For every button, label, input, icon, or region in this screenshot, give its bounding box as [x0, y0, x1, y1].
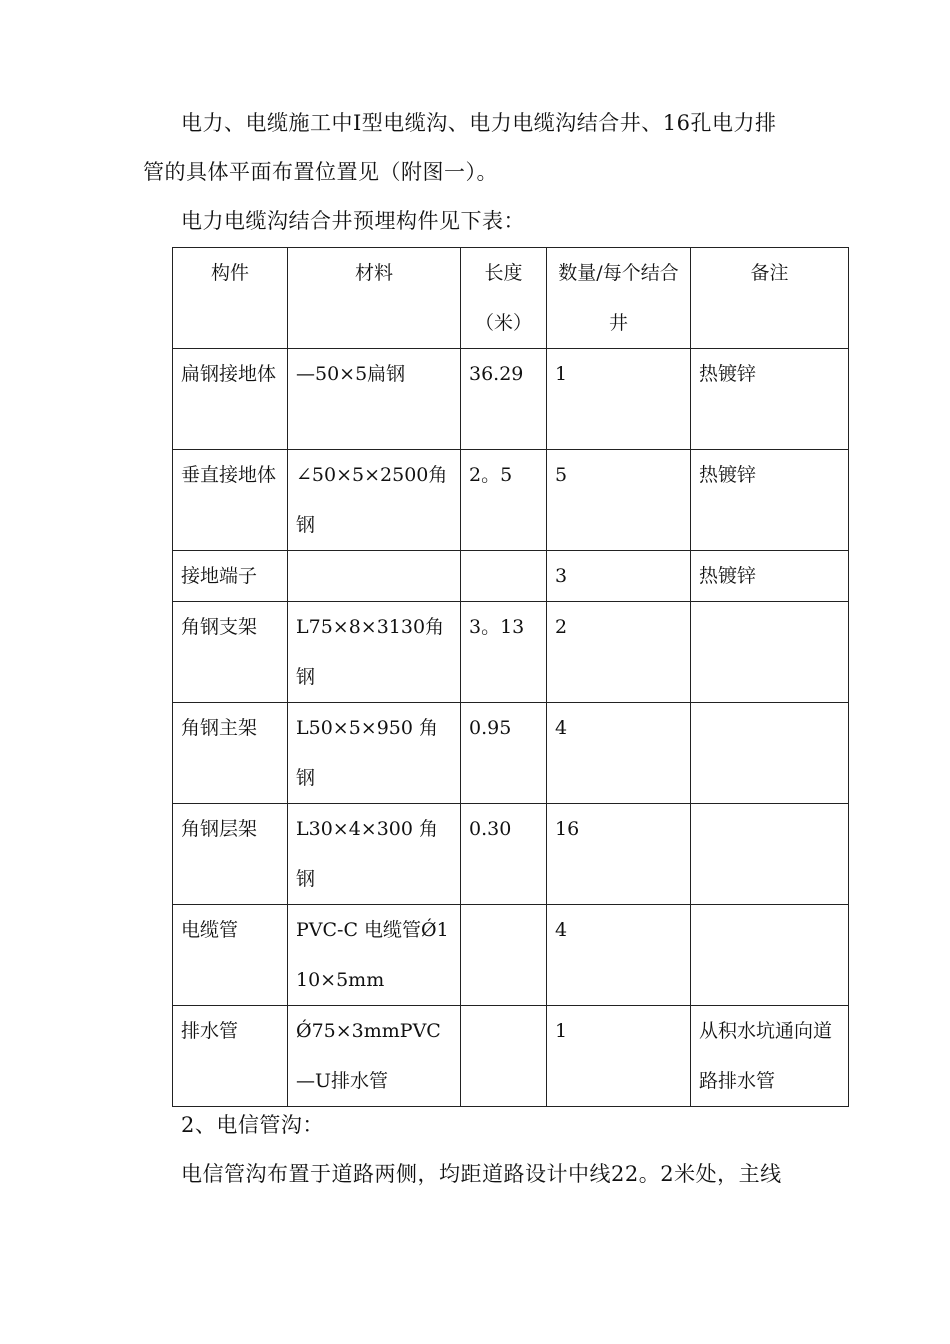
cell-component: 排水管	[173, 1006, 288, 1107]
header-remark: 备注	[691, 248, 849, 349]
cell-quantity: 5	[547, 450, 691, 551]
cell-length: 36.29	[461, 349, 547, 450]
cell-remark: 热镀锌	[691, 349, 849, 450]
cell-material: L30×4×300 角钢	[288, 804, 461, 905]
cell-material: L75×8×3130角钢	[288, 602, 461, 703]
cell-component: 角钢层架	[173, 804, 288, 905]
intro-line-1: 电力、电缆施工中Ⅰ型电缆沟、电力电缆沟结合井、16孔电力排	[181, 111, 777, 135]
cell-component: 角钢支架	[173, 602, 288, 703]
cell-component: 垂直接地体	[173, 450, 288, 551]
cell-quantity: 4	[547, 905, 691, 1006]
table-row	[173, 349, 849, 450]
cell-length	[461, 551, 547, 602]
embedded-parts-table	[172, 247, 849, 1107]
header-material: 材料	[288, 248, 461, 349]
table-caption: 电力电缆沟结合井预埋构件见下表：	[181, 209, 525, 233]
cell-remark: 从积水坑通向道路排水管	[691, 1006, 849, 1107]
cell-material: L50×5×950 角钢	[288, 703, 461, 804]
cell-component: 扁钢接地体	[173, 349, 288, 450]
header-component: 构件	[173, 248, 288, 349]
table-row	[173, 450, 849, 551]
cell-length: 2。5	[461, 450, 547, 551]
table-row	[173, 703, 849, 804]
cell-material: Ǿ75×3mmPVC—U排水管	[288, 1006, 461, 1107]
cell-material	[288, 551, 461, 602]
cell-length: 0.30	[461, 804, 547, 905]
cell-quantity: 4	[547, 703, 691, 804]
table-row	[173, 905, 849, 1006]
cell-material: ∠50×5×2500角钢	[288, 450, 461, 551]
section-2-heading: 2、电信管沟：	[181, 1113, 324, 1137]
header-quantity: 数量/每个结合井	[547, 248, 691, 349]
header-length: 长度（米）	[461, 248, 547, 349]
table-row	[173, 804, 849, 905]
cell-material: —50×5扁钢	[288, 349, 461, 450]
intro-line-2: 管的具体平面布置位置见（附图一）。	[143, 160, 498, 184]
cell-remark	[691, 804, 849, 905]
cell-remark	[691, 602, 849, 703]
cell-quantity: 2	[547, 602, 691, 703]
cell-length: 0.95	[461, 703, 547, 804]
cell-quantity: 1	[547, 1006, 691, 1107]
cell-remark: 热镀锌	[691, 450, 849, 551]
cell-quantity: 16	[547, 804, 691, 905]
cell-component: 电缆管	[173, 905, 288, 1006]
cell-remark: 热镀锌	[691, 551, 849, 602]
table-header-row	[173, 248, 849, 349]
table-row	[173, 551, 849, 602]
cell-length	[461, 905, 547, 1006]
cell-remark	[691, 703, 849, 804]
table-row	[173, 602, 849, 703]
cell-remark	[691, 905, 849, 1006]
cell-length: 3。13	[461, 602, 547, 703]
section-2-line-1: 电信管沟布置于道路两侧，均距道路设计中线22。2米处，主线	[181, 1162, 782, 1186]
cell-quantity: 3	[547, 551, 691, 602]
cell-component: 接地端子	[173, 551, 288, 602]
table-row	[173, 1006, 849, 1107]
cell-component: 角钢主架	[173, 703, 288, 804]
cell-length	[461, 1006, 547, 1107]
cell-quantity: 1	[547, 349, 691, 450]
cell-material: PVC-C 电缆管Ǿ110×5mm	[288, 905, 461, 1006]
